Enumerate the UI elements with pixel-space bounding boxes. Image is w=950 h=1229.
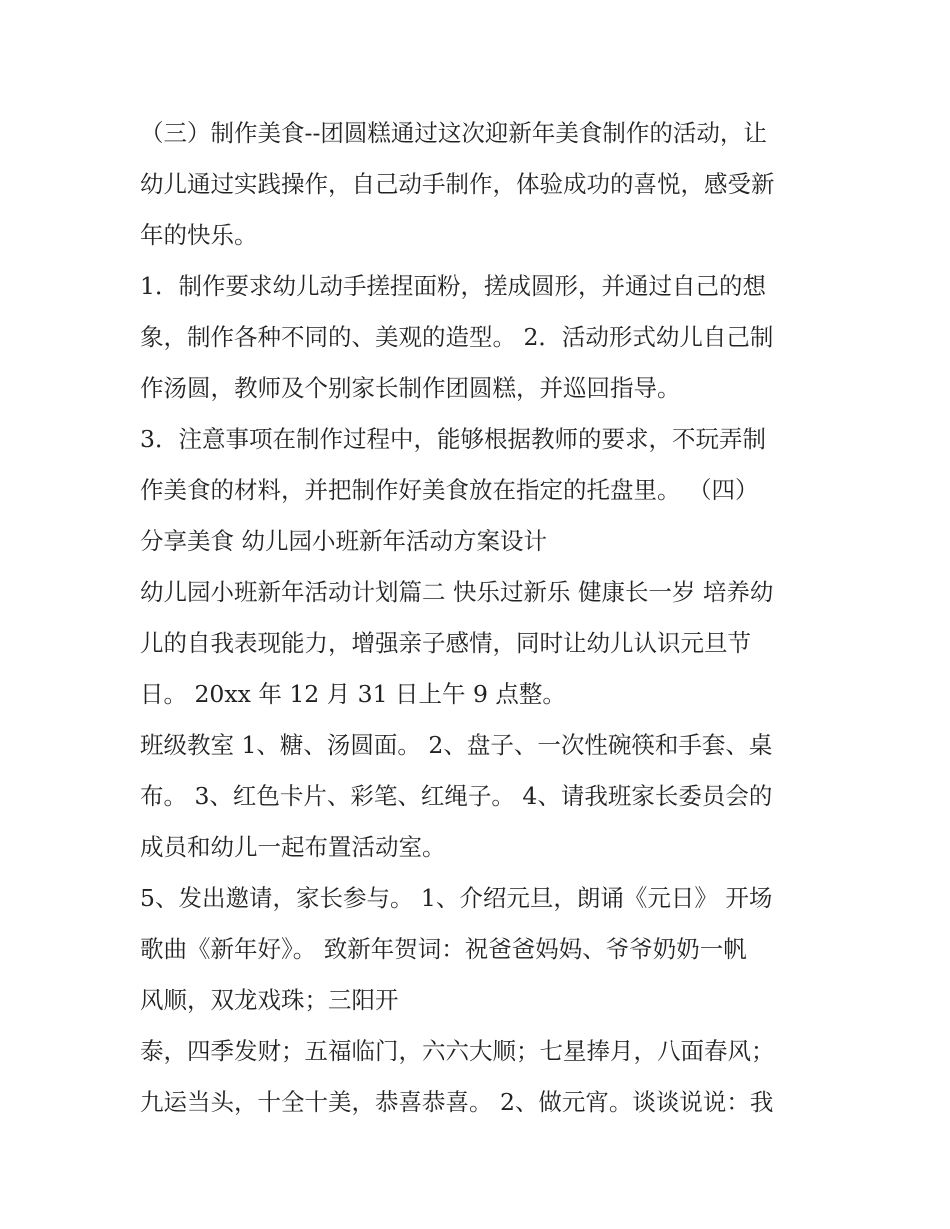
text-line: 1．制作要求幼儿动手搓捏面粉，搓成圆形，并通过自己的想: [140, 272, 766, 300]
text-line: 分享美食 幼儿园小班新年活动方案设计: [140, 527, 547, 555]
text-line: 作美食的材料，并把制作好美食放在指定的托盘里。 （四）: [140, 476, 759, 504]
text-line: 5、发出邀请，家长参与。 1、介绍元旦，朗诵《元日》 开场: [140, 884, 773, 912]
document-body: [140, 108, 820, 1128]
text-line: 班级教室 1、糖、汤圆面。 2、盘子、一次性碗筷和手套、桌: [140, 731, 773, 759]
text-line: 作汤圆，教师及个别家长制作团圆糕，并巡回指导。: [140, 374, 681, 402]
text-line: 风顺，双龙戏珠；三阳开: [140, 986, 399, 1014]
text-line: 九运当头，十全十美，恭喜恭喜。 2、做元宵。谈谈说说：我: [140, 1088, 774, 1116]
text-line: 布。 3、红色卡片、彩笔、红绳子。 4、请我班家长委员会的: [140, 782, 773, 810]
text-line: 幼儿园小班新年活动计划篇二 快乐过新乐 健康长一岁 培养幼: [140, 578, 774, 606]
text-line: 象，制作各种不同的、美观的造型。 2．活动形式幼儿自己制: [140, 323, 774, 351]
text-line: 儿的自我表现能力，增强亲子感情，同时让幼儿认识元旦节: [140, 629, 751, 657]
text-line: （三）制作美食--团圆糕通过这次迎新年美食制作的活动，让: [140, 119, 767, 147]
text-line: 泰，四季发财；五福临门，六六大顺；七星捧月，八面春风；: [140, 1037, 775, 1065]
text-line: 歌曲《新年好》。 致新年贺词：祝爸爸妈妈、爷爷奶奶一帆: [140, 935, 747, 963]
text-line: 成员和幼儿一起布置活动室。: [140, 833, 446, 861]
text-line: 年的快乐。: [140, 221, 258, 249]
text-line: 3．注意事项在制作过程中，能够根据教师的要求，不玩弄制: [140, 425, 766, 453]
text-line: 日。 20xx 年 12 月 31 日上午 9 点整。: [140, 680, 566, 708]
text-line: 幼儿通过实践操作，自己动手制作，体验成功的喜悦，感受新: [140, 170, 775, 198]
